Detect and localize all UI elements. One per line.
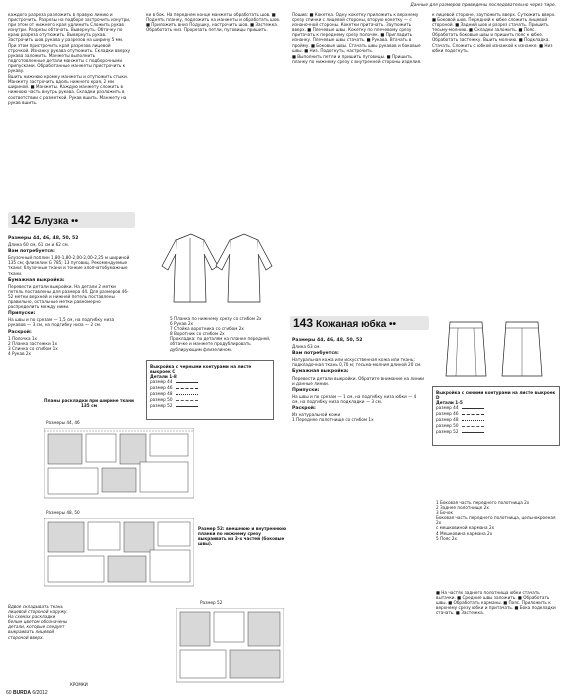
pattern-heading: Бумажная выкройка: <box>8 277 65 283</box>
allowance-text: На швы и по срезам — 1 см, на подгибку низа юбки — 4 см, на подгибку низа подкладки — 3 см. <box>292 393 417 404</box>
fold-note: Вдвое складывать ткань лицевой стороной наружу. На схемах раскладки белым цветом обозначены детали, которые следует выкраивать лицевой стороной вверх. <box>8 604 68 640</box>
piece-item: 7 Стойка воротника со сгибом 2x <box>170 326 244 332</box>
legend-row: размер 52 <box>150 403 270 409</box>
legend-row: размер 44 <box>436 405 556 411</box>
piece-item: 5 Пояс 2x <box>436 535 458 541</box>
legend-row: размер 48 <box>150 391 270 397</box>
layout-diagram-1 <box>44 428 194 510</box>
needs-text: Блузочный поплин 1,80-1,80-2,00-2,00-2,25 м шириной 135 см; флизелин G 785; 13 пуговиц. Рекомендуемые ткани: блузочные ткани и тонкие хлопчатобумажные ткани. <box>8 255 130 276</box>
model-142-title <box>8 212 135 228</box>
cut-item: 1 Переднее полотнище со сгибом 1x <box>292 417 374 423</box>
column-1-top <box>8 12 132 106</box>
model-143-name: Кожаная юбка •• <box>316 319 397 330</box>
col4-bottom-text: ■ На частях заднего полотнища юбки стачать вытачки. ■ Средние швы заложить. ■ Обработать швы. ■ Обработать карманы. ■ Пояс. Приложить к верхнему срезу юбки и притачать. ■ Бока подкладки стачать. ■ Застежка. <box>436 590 556 616</box>
selvage-label: КРОМКИ <box>70 682 88 687</box>
length-text: Длина 60 см, 61 см и 62 см. <box>8 242 70 248</box>
allowance-text: На швы и по срезам — 1,5 см, на подгибку низа рукавов — 3 см, на подгибку низа — 2 см. <box>8 317 115 328</box>
piece-item: 4 Мешковина кармана 2x <box>436 530 493 536</box>
sizes-label: Размеры 44, 46, 48, 50, 52 <box>8 236 79 241</box>
legend-row: размер 44 <box>150 379 270 385</box>
brand-name: BURDA <box>12 690 32 696</box>
legend-row: размер 46 <box>150 385 270 391</box>
layout2-sizes: Размеры 48, 50 <box>46 510 80 515</box>
model-143-title <box>290 316 429 330</box>
interfacing-text: Прокладка: по деталям на планке передней, обтачке и манжете продублировать дублирующим флизелином. <box>170 336 271 352</box>
skirt-pieces <box>436 500 560 541</box>
needs-text: Натуральная кожа или искусственная кожа или ткань; подкладочная ткань 0,70 м; тесьма-молния длиной 20 см. <box>292 357 422 368</box>
cut-item: 2 Планка застежки 1x <box>8 340 58 346</box>
pattern-text: Перевести детали выкройки. Обратите внимание на линии и данные линии. <box>292 375 425 386</box>
piece-item: 5 Планка по нижнему срезу со сгибом 2x <box>170 316 262 321</box>
cut-item: 4 Рукав 2x <box>8 350 32 356</box>
allowance-heading: Припуски: <box>292 387 320 393</box>
col2-text: ки в бок. На переднем конце манжеты обработать шов. ■ Поднять планку, подложить на манжеты и обработать шов. ■ Приложить вниз Подушку, настрочить шов. ■ Застежка. Обработать низ. Прорезать петли, пуговицы пришить. <box>146 12 281 33</box>
model-143-number: 143 <box>293 316 314 330</box>
model-143-specs <box>292 336 424 422</box>
box-title: Выкройка с черными контурами на листе выкроек C <box>150 364 252 375</box>
sizes-label: Размеры 44, 46, 48, 50, 52 <box>292 338 363 343</box>
page-number: 60 <box>6 690 12 696</box>
blouse-pieces <box>170 316 282 353</box>
piece-item: 8 Воротник со сгибом 2x <box>170 331 225 337</box>
legend-row: размер 46 <box>436 411 556 417</box>
legend-row: размер 52 <box>436 429 556 435</box>
issue-number: 6/2012 <box>32 690 48 696</box>
pattern-heading: Бумажная выкройка: <box>292 369 349 375</box>
piece-item: 3 Бочок <box>436 510 453 516</box>
cut-heading: Раскрой: <box>292 406 316 412</box>
layout-diagram-2 <box>44 518 194 590</box>
column-2-text <box>146 12 281 33</box>
layout1-sizes: Размеры 44, 46 <box>46 420 80 425</box>
model-142-specs <box>8 234 132 356</box>
box-details: Детали 1-5 <box>436 400 463 406</box>
column-3-text <box>292 12 422 65</box>
box-details: Детали 1-8 <box>150 374 177 380</box>
size-52-note: Размер 52: внешнюю и внутреннюю планки по нижнему срезу выкраивать из 3-х частей (боковые швы). <box>198 526 287 547</box>
legend-row: размер 48 <box>436 417 556 423</box>
piece-item: с мешковиной кармана 2x <box>436 525 495 531</box>
cut-item: 3 Спинка со сгибом 1x <box>8 345 58 351</box>
column-4-text <box>432 12 560 54</box>
legend-row: размер 50 <box>436 423 556 429</box>
col4-text: к лицевой стороне, заутюжить вверх. Сутюжить вверх. ■ Боковой шов. Передний к юбке сложить лицевой стороной. ■ Задний шов и разрез стачать. Пришить тесьму-молнию. ■ Складки заложить. ■ Пояс. Обработать боковые швы и пришить пояс к юбке. Обработать застежку. Вшить молнию. ■ Подкладка. Стачать. Сложить с юбкой изнанкой к изнанке. ■ Низ юбки подогнуть. <box>432 12 556 53</box>
needs-heading: Вам потребуется: <box>8 249 55 255</box>
col1-mid-text: Вшить нижнюю кромку манжеты и отутюжить стыки. Манжету застрочить вдоль нижнего края, 2 мм шириной. ■ Манжеты. Каждую манжету сложить в нижнюю часть внутрь рукава. Складки разложить в соответствии с разметкой. Рукав вшить. Манжету на рукав вшить. <box>8 74 129 105</box>
allowance-heading: Припуски: <box>8 311 36 317</box>
cut-item: Из натуральной кожи <box>292 412 341 418</box>
header-note: Данные для размеров приведены последовательно через тире. <box>410 3 556 8</box>
col3-text: Пошив: ■ Кокетка. Одну кокетку приложить к верхнему срезу спинки с лицевой стороны, вторую кокетку — с изнаночной стороны. Кокетки притачать. Заутюжить вверх. ■ Плечевые швы. Кокетку по плечевому срезу притачать к переднему срезу полочек. ■ Пригладить изнанку. Плечевые швы стачать. ■ Рукава. Втачать в пройму. ■ Боковые швы. Стачать швы рукавов и боковые швы. ■ Низ. Подогнуть, настрочить. <box>292 12 421 53</box>
piece-item: 6 Рукав 2x <box>170 321 194 327</box>
piece-item: 1 Боковая часть переднего полотнища 2x <box>436 500 530 505</box>
col3-low-text: ■ Выполнить петли и пришить пуговицы. ■ Пришить планку по нижнему срезу с внутренней стороны изделия. <box>292 53 422 64</box>
needs-heading: Вам потребуется: <box>292 351 339 357</box>
col1-top-text: каждого разреза разложить в правую линию и пристрочить. Разрезы на подборе застрочить изнутри, при этом от нижнего края удлинить Сложить рукав изнутри. Разрезы обтачать. Вывернуть. Обтачку по краю разреза отутюжить. Вывернуть рукав. Застрочить шов рукава у разрезов на ширину 5 мм. При этом пристрочить края разрезов лицевой строчкой. Изнанку рукава отутюжить. Складки вверху рукава заложить. Манжеты выполнить подготовленные детали манжеты с подборочными припусками. Обработанные манжеты пристрочить к рукаву. <box>8 12 131 74</box>
layout-diagram-3 <box>176 608 284 686</box>
piece-item: Боковая часть переднего полотнища, цельнокроеная 2x <box>436 515 556 526</box>
pattern-box-d <box>432 386 560 446</box>
piece-item: 2 Заднее полотнище 2x <box>436 505 489 511</box>
layout3-sizes: Размер 52 <box>200 600 223 605</box>
cut-heading: Раскрой: <box>8 329 32 335</box>
length-text: Длина 63 см. <box>292 344 321 350</box>
layout-title: Планы раскладки при ширине ткани 135 см <box>44 398 134 409</box>
skirt-technical-drawing <box>436 318 556 380</box>
pattern-text: Перевести детали выкройки. На детали 2 метки петель поставлены для размера 44. Для размеров 46-52 метки верхней и нижней петель поставлены правильно, остальные метки равномерно распределить между ними. <box>8 283 129 310</box>
model-142-number: 142 <box>11 213 32 227</box>
legend-row: размер 50 <box>150 397 270 403</box>
cut-item: 1 Полочка 1x <box>8 335 37 341</box>
model-142-name: Блузка •• <box>34 216 79 227</box>
page-footer <box>6 690 48 696</box>
box-title: Выкройка с синими контурами на листе выкроек D <box>436 390 556 401</box>
pattern-box-c <box>146 360 274 420</box>
blouse-technical-drawing <box>146 230 281 312</box>
